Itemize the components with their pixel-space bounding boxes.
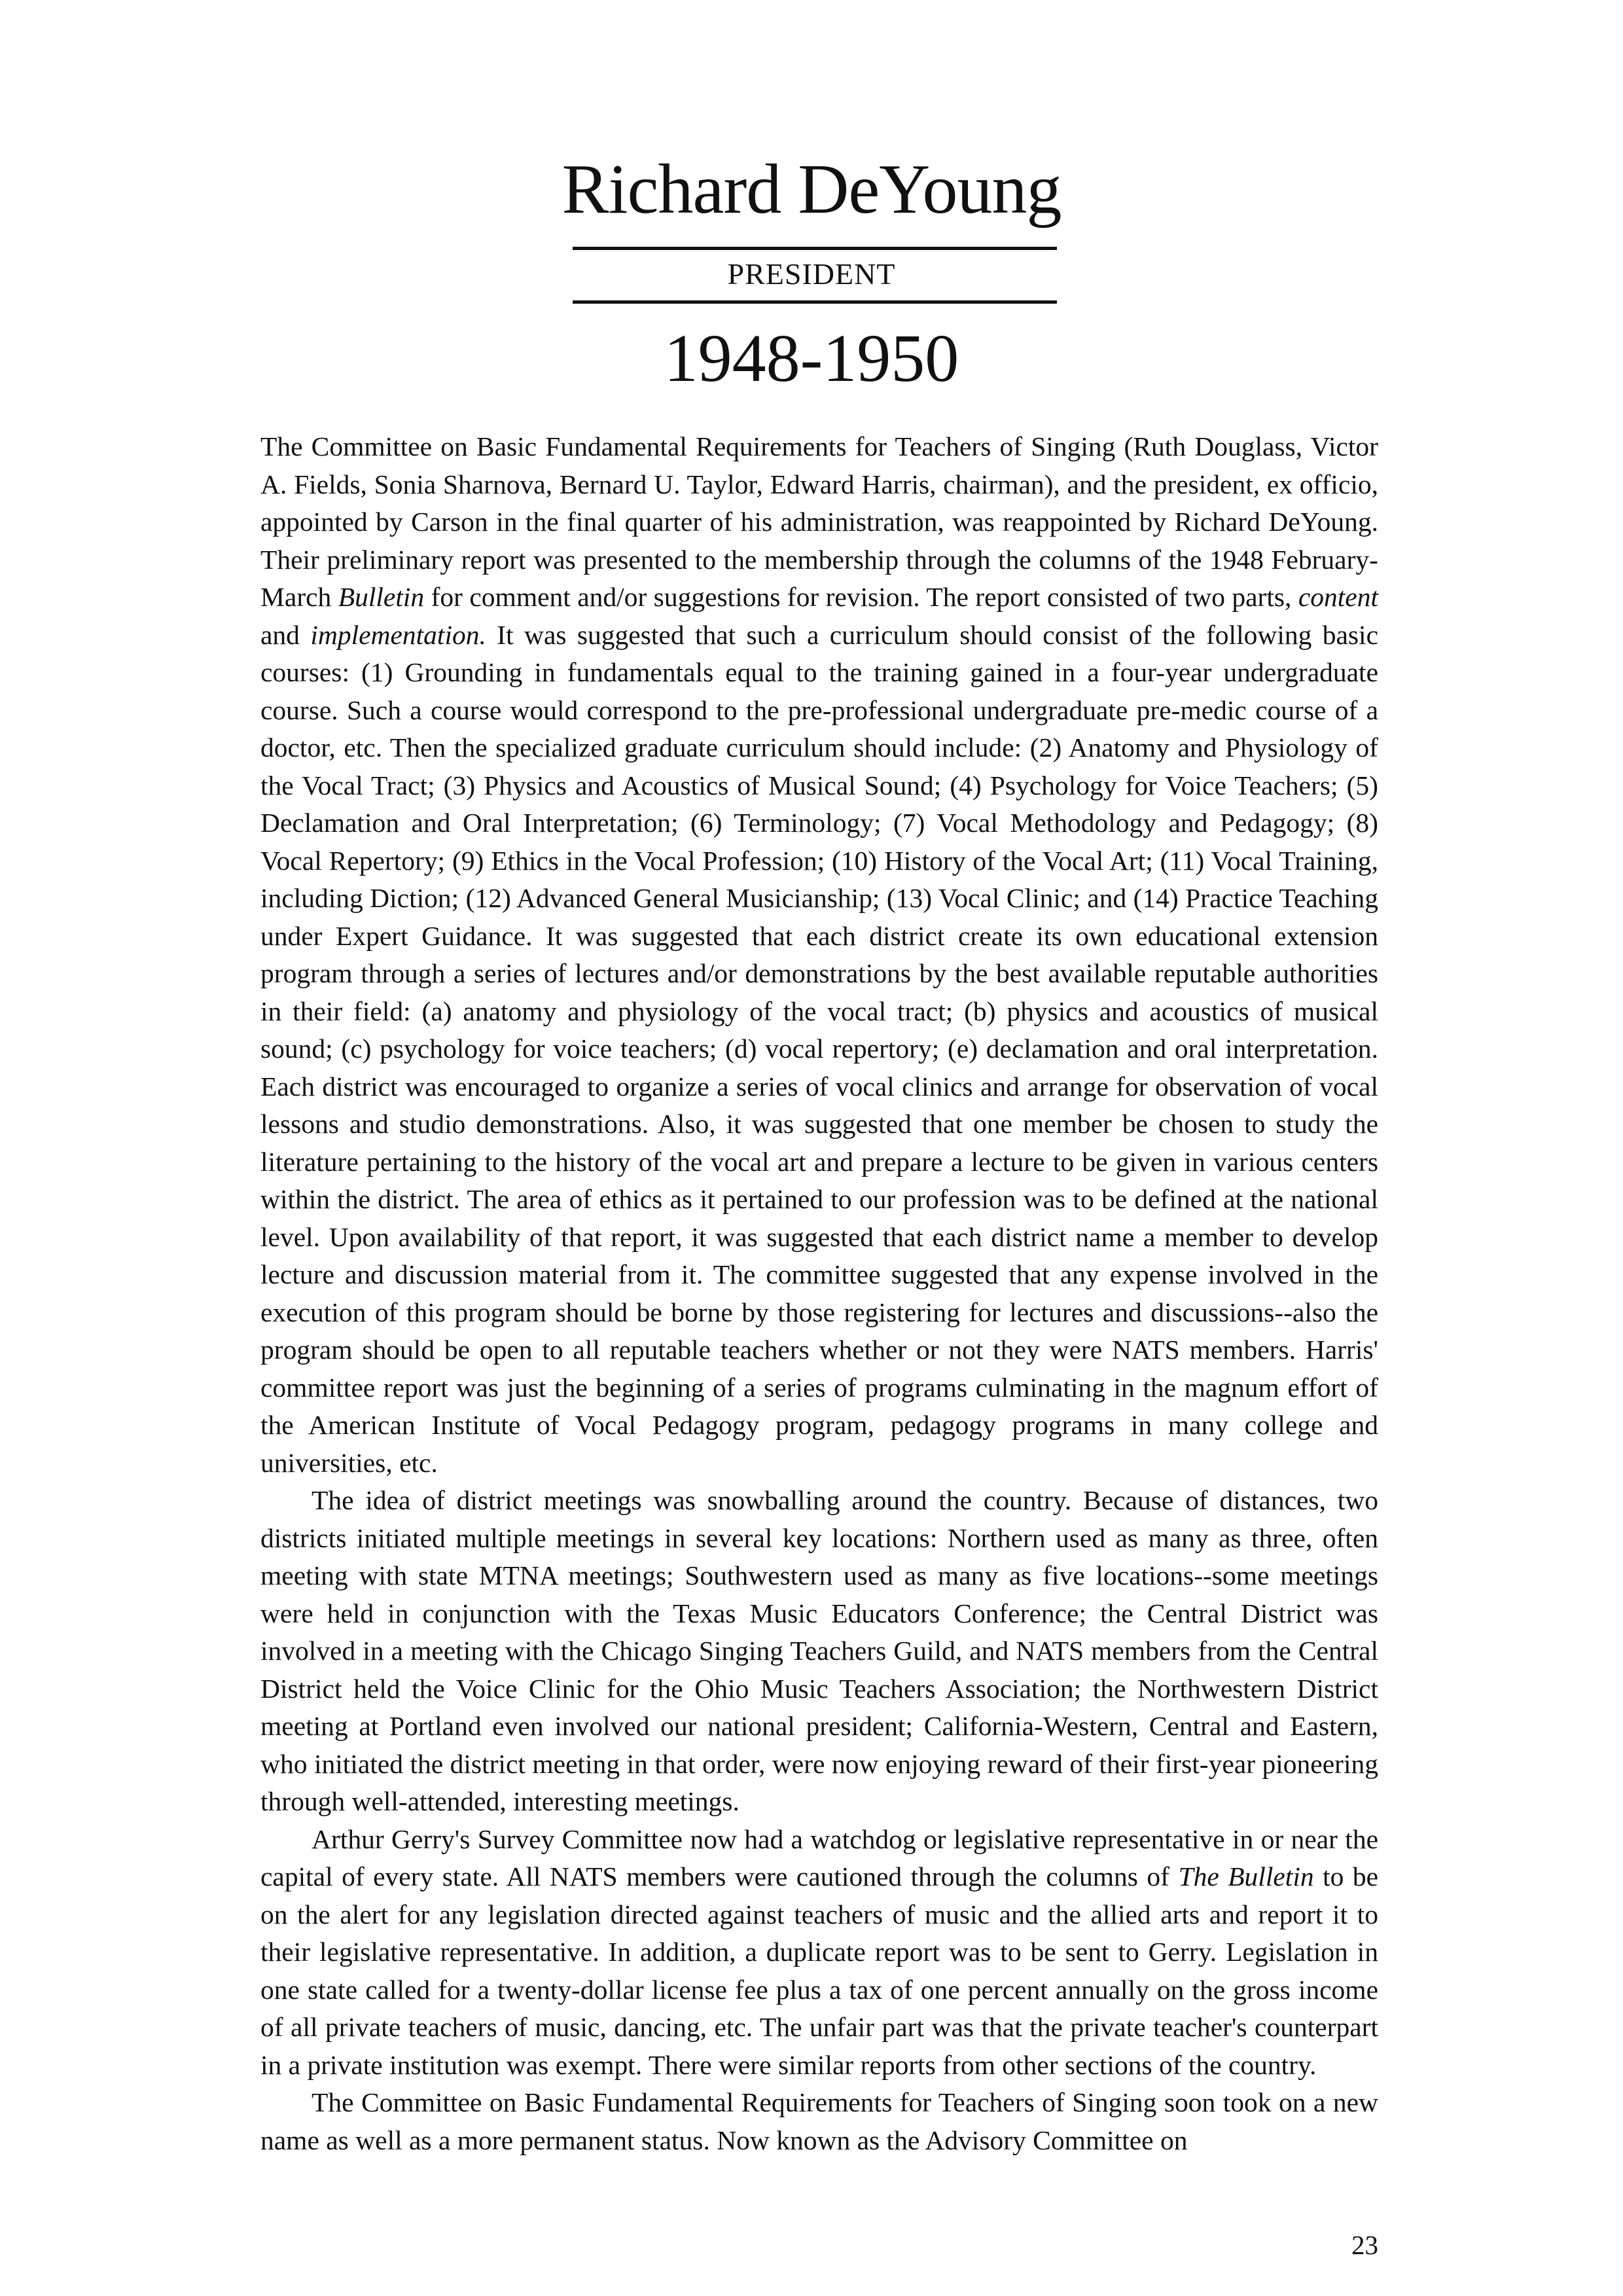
italic-text: content (1298, 582, 1378, 612)
term-years: 1948-1950 (664, 321, 959, 396)
italic-text: The Bulletin (1178, 1861, 1314, 1892)
paragraph-text: The Committee on Basic Fundamental Requirements for Teachers of Singing (Ruth Douglass, Victor A. Fields, Sonia Sharnova, Bernard U. Taylor, Edward Harris, chairman), and the president, ex officio, appointed by Carson in the final quarter of his administration, was reappointed by Richard DeYoung. Their preliminary report was presented to the membership through the columns of the 1948 February-March (260, 431, 1378, 612)
paragraph (260, 428, 1378, 1482)
title-divider-bottom (573, 300, 1057, 304)
paragraph (260, 2084, 1378, 2159)
paragraph-text: The Committee on Basic Fundamental Requirements for Teachers of Singing soon took on a new name as well as a more permanent status. Now known as the Advisory Committee on (260, 2087, 1378, 2155)
article-body (260, 428, 1378, 2159)
paragraph-text: It was suggested that such a curriculum should consist of the following basic courses: (1) Grounding in fundamentals equal to the training gained in a four-year undergraduate course. Such a course would correspond to the pre-professional undergraduate pre-medic course of a doctor, etc. Then the specialized graduate curriculum should include: (2) Anatomy and Physiology of the Vocal Tract; (3) Physics and Acoustics of Musical Sound; (4) Psychology for Voice Teachers; (5) Declamation and Oral Interpretation; (6) Terminology; (7) Vocal Methodology and Pedagogy; (8) Vocal Repertory; (9) Ethics in the Vocal Profession; (10) History of the Vocal Art; (11) Vocal Training, including Diction; (12) Advanced General Musicianship; (13) Vocal Clinic; and (14) Practice Teaching under Expert Guidance. It was suggested that each district create its own educational extension program through a series of lectures and/or demonstrations by the best available reputable authorities in their field: (a) anatomy and physiology of the vocal tract; (b) physics and acoustics of musical sound; (c) psychology for voice teachers; (d) vocal repertory; (e) declamation and oral interpretation. Each district was encouraged to organize a series of vocal clinics and arrange for observation of vocal lessons and studio demonstrations. Also, it was suggested that one member be chosen to study the literature pertaining to the history of the vocal art and prepare a lecture to be given in various centers within the district. The area of ethics as it pertained to our profession was to be defined at the national level. Upon availability of that report, it was suggested that each district name a member to develop lecture and discussion material from it. The committee suggested that any expense involved in the execution of this program should be borne by those registering for lectures and discussions--also the program should be open to all reputable teachers whether or not they were NATS members. Harris' committee report was just the beginning of a series of programs culminating in the magnum effort of the American Institute of Vocal Pedagogy program, pedagogy programs in many college and universities, etc. (260, 619, 1379, 1478)
paragraph (260, 1821, 1378, 2085)
italic-text: implementation. (310, 619, 486, 650)
page-title: Richard DeYoung (562, 151, 1061, 228)
title-divider-top (573, 247, 1057, 250)
paragraph-text: The idea of district meetings was snowballing around the country. Because of distances, two districts initiated multiple meetings in several key locations: Northern used as many as three, often meeting with state MTNA meetings; Southwestern used as many as five locations--some meetings were held in conjunction with the Texas Music Educators Conference; the Central District was involved in a meeting with the Chicago Singing Teachers Guild, and NATS members from the Central District held the Voice Clinic for the Ohio Music Teachers Association; the Northwestern District meeting at Portland even involved our national president; California-Western, Central and Eastern, who initiated the district meeting in that order, were now enjoying reward of their first-year pioneering through well-attended, interesting meetings. (260, 1485, 1378, 1816)
page-number: 23 (1351, 2230, 1378, 2260)
paragraph-text: Arthur Gerry's Survey Committee now had a watchdog or legislative representative in or near the capital of every state. All NATS members were cautioned through the columns of (260, 1823, 1378, 1892)
paragraph-text: and (260, 619, 311, 650)
paragraph (260, 1482, 1378, 1821)
page-subtitle: PRESIDENT (727, 257, 896, 291)
italic-text: Bulletin (338, 582, 425, 612)
paragraph-text: for comment and/or suggestions for revision. The report consisted of two parts, (424, 582, 1298, 612)
paragraph-text: to be on the alert for any legislation directed against teachers of music and the allied arts and report it to their legislative representative. In addition, a duplicate report was to be sent to Gerry. Legislation in one state called for a twenty-dollar license fee plus a tax of one percent annually on the gross income of all private teachers of music, dancing, etc. The unfair part was that the private teacher's counterpart in a private institution was exempt. There were similar reports from other sections of the country. (260, 1861, 1379, 2080)
